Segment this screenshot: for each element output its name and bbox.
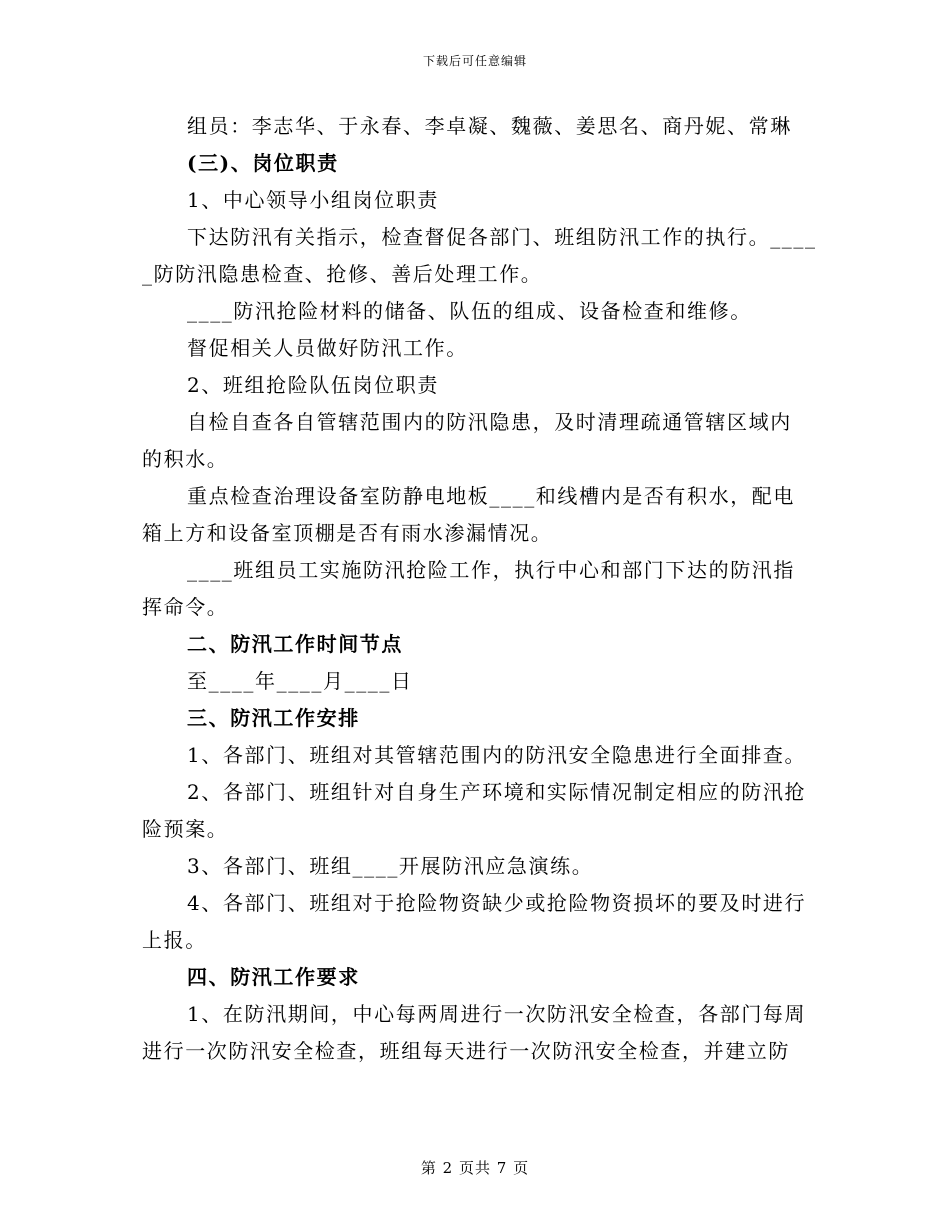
text-line: 2、各部门、班组针对自身生产环境和实际情况制定相应的防汛抢 <box>187 780 807 804</box>
text-line: 自检自查各自管辖范围内的防汛隐患，及时清理疏通管辖区域内 <box>187 410 792 434</box>
text-line: 重点检查治理设备室防静电地板____和线槽内是否有积水，配电 <box>187 484 795 508</box>
text-line: 1、各部门、班组对其管辖范围内的防汛安全隐患进行全面排查。 <box>187 743 807 767</box>
text-line: 3、各部门、班组____开展防汛应急演练。 <box>187 854 594 878</box>
section-heading: 四、防汛工作要求 <box>187 965 360 989</box>
text-line: 组员：李志华、于永春、李卓凝、魏薇、姜思名、商丹妮、常琳 <box>187 114 792 138</box>
text-line: 的积水。 <box>142 447 229 471</box>
text-line: 挥命令。 <box>142 595 229 619</box>
subsection-heading: 1、中心领导小组岗位职责 <box>187 188 439 212</box>
text-line: 上报。 <box>142 928 207 952</box>
text-line: 督促相关人员做好防汛工作。 <box>187 336 468 360</box>
text-line: 险预案。 <box>142 817 229 841</box>
subsection-heading: 2、班组抢险队伍岗位职责 <box>187 373 439 397</box>
text-line: 1、在防汛期间，中心每两周进行一次防汛安全检查，各部门每周 <box>187 1002 807 1026</box>
section-heading: (三)、岗位职责 <box>187 151 339 175</box>
text-line: 至____年____月____日 <box>187 669 413 693</box>
section-heading: 三、防汛工作安排 <box>187 706 360 730</box>
text-line: ____防汛抢险材料的储备、队伍的组成、设备检查和维修。 <box>187 299 752 323</box>
text-line: 箱上方和设备室顶棚是否有雨水渗漏情况。 <box>142 521 553 545</box>
text-line: 进行一次防汛安全检查，班组每天进行一次防汛安全检查，并建立防 <box>142 1039 790 1063</box>
text-line: _防防汛隐患检查、抢修、善后处理工作。 <box>142 262 543 286</box>
section-heading: 二、防汛工作时间节点 <box>187 632 403 656</box>
text-line: 4、各部门、班组对于抢险物资缺少或抢险物资损坏的要及时进行 <box>187 891 807 915</box>
page-footer: 第 2 页共 7 页 <box>420 1159 530 1177</box>
text-line: ____班组员工实施防汛抢险工作，执行中心和部门下达的防汛指 <box>187 558 795 582</box>
text-line: 下达防汛有关指示，检查督促各部门、班组防汛工作的执行。____ <box>187 225 817 249</box>
page-header: 下载后可任意编辑 <box>422 54 527 68</box>
document-body <box>142 108 817 1070</box>
